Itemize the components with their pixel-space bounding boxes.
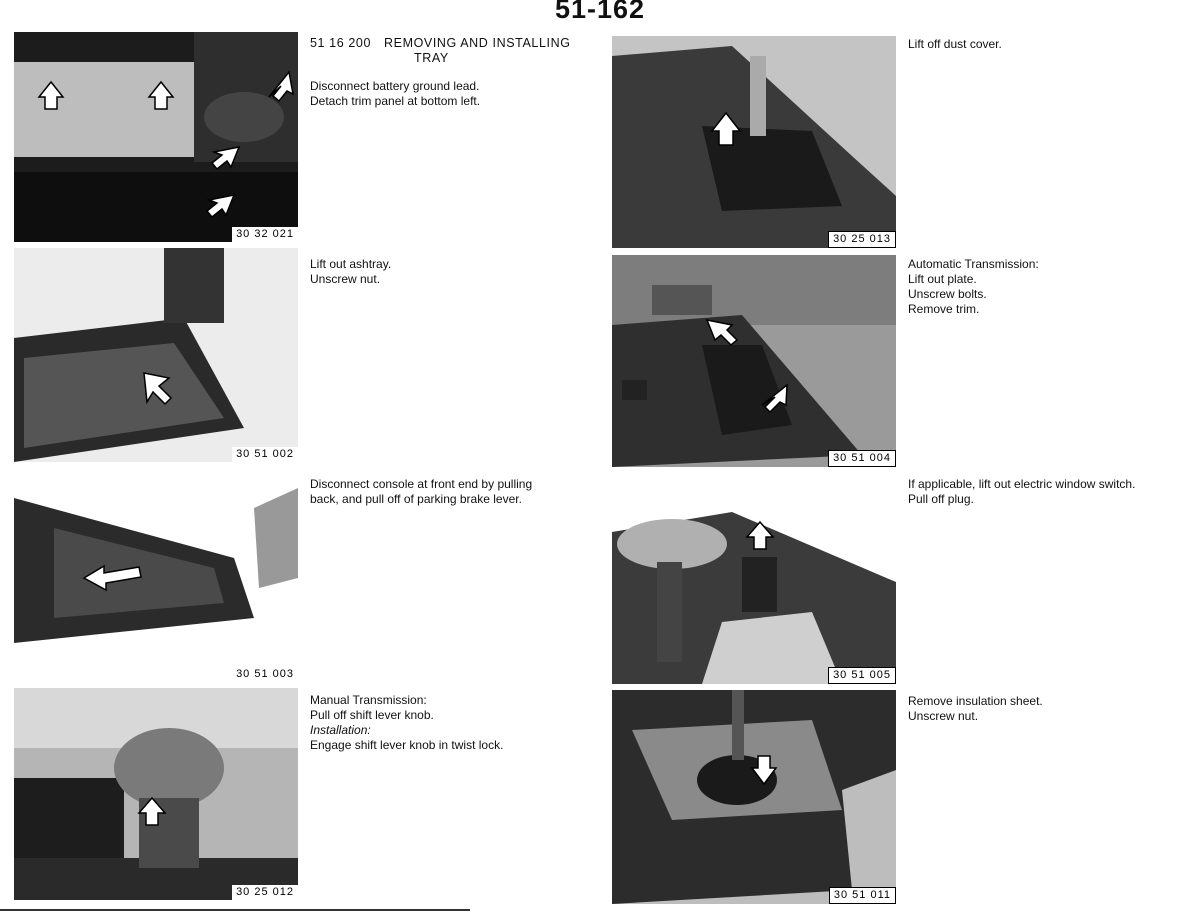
step-2-text: [310, 257, 580, 287]
bottom-rule: [0, 909, 470, 911]
step-7-text: [908, 477, 1178, 507]
step-6-text: [908, 257, 1178, 317]
instruction-line: back, and pull off of parking brake lever.: [310, 492, 522, 506]
ashtray-illustration: [14, 248, 298, 462]
console-front-illustration: [14, 468, 298, 682]
photo-id: 30 51 004: [828, 450, 896, 467]
step-4-text: [310, 693, 580, 753]
photo-battery-trim-panel: [14, 32, 298, 242]
photo-insulation-sheet: [612, 690, 896, 904]
instruction-line: Remove insulation sheet.: [908, 694, 1043, 708]
photo-window-switch: [612, 472, 896, 684]
procedure-title-line: TRAY: [414, 51, 449, 65]
step-1-text: [310, 36, 580, 109]
photo-ashtray: [14, 248, 298, 462]
insulation-sheet-illustration: [612, 690, 896, 904]
photo-id: 30 51 003: [232, 667, 298, 682]
installation-label: Installation:: [310, 723, 371, 737]
dust-cover-illustration: [612, 36, 896, 248]
photo-auto-plate: [612, 255, 896, 467]
photo-dust-cover: [612, 36, 896, 248]
procedure-title-line: REMOVING AND INSTALLING: [384, 36, 571, 50]
instruction-line: Lift out ashtray.: [310, 257, 392, 271]
photo-id: 30 25 012: [232, 885, 298, 900]
instruction-line: If applicable, lift out electric window switch.: [908, 477, 1136, 491]
step-3-text: [310, 477, 580, 507]
photo-id: 30 51 002: [232, 447, 298, 462]
instruction-line: Pull off shift lever knob.: [310, 708, 434, 722]
instruction-line: Unscrew nut.: [310, 272, 381, 286]
photo-shift-knob: [14, 688, 298, 900]
instruction-line: Remove trim.: [908, 302, 980, 316]
procedure-title: [384, 36, 571, 66]
instruction-line: Manual Transmission:: [310, 693, 427, 707]
shift-knob-illustration: [14, 688, 298, 900]
instruction-line: Automatic Transmission:: [908, 257, 1039, 271]
instruction-line: Lift off dust cover.: [908, 37, 1002, 51]
photo-console-front: [14, 468, 298, 682]
photo-id: 30 51 005: [828, 667, 896, 684]
window-switch-illustration: [612, 472, 896, 684]
photo-id: 30 25 013: [828, 231, 896, 248]
photo-id: 30 51 011: [829, 887, 896, 904]
instruction-line: Lift out plate.: [908, 272, 977, 286]
step-8-text: [908, 694, 1178, 724]
instruction-line: Detach trim panel at bottom left.: [310, 94, 481, 108]
automatic-selector-illustration: [612, 255, 896, 467]
procedure-heading: [310, 36, 580, 66]
instruction-line: Engage shift lever knob in twist lock.: [310, 738, 504, 752]
photo-id: 30 32 021: [232, 227, 298, 242]
instruction-line: Unscrew nut.: [908, 709, 979, 723]
instruction-line: Unscrew bolts.: [908, 287, 987, 301]
instruction-line: Disconnect battery ground lead.: [310, 79, 480, 93]
step-5-text: [908, 37, 1178, 52]
instruction-line: Pull off plug.: [908, 492, 974, 506]
instruction-line: Disconnect console at front end by pulling: [310, 477, 533, 491]
dashboard-underside-illustration: [14, 32, 298, 242]
procedure-code: 51 16 200: [310, 36, 372, 50]
page-number: 51-162: [554, 0, 646, 24]
